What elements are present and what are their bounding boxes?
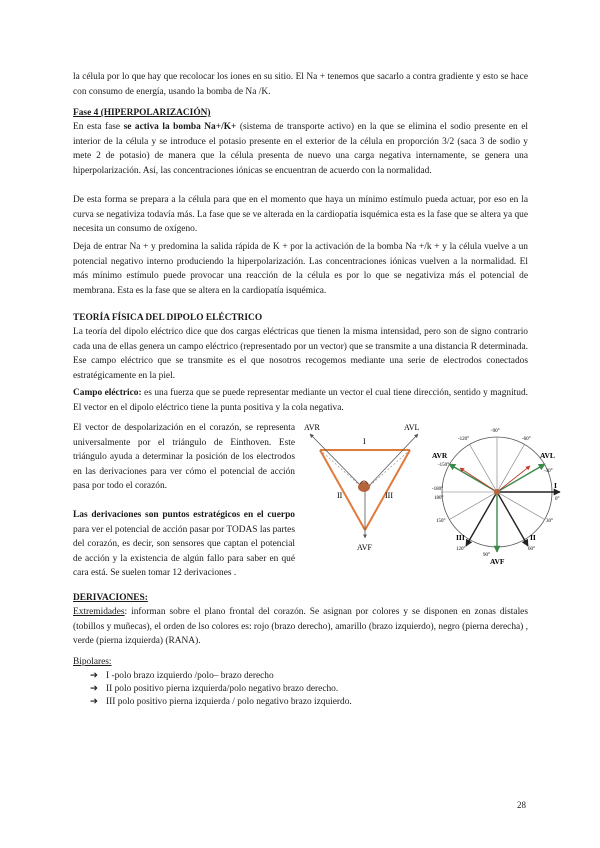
deriv-bold: Las derivaciones son puntos estratégicos en el cuerpo [73, 510, 295, 520]
page-number: 28 [517, 800, 526, 810]
vector-paragraph: El vector de despolarización en el corazón, se representa universalmente por el triángulo de Einthoven. Este triángulo ayuda a determinar la posición de los electrodos en las derivaciones para ver cómo el potencial de acción pasa por todo el corazón. [73, 423, 295, 492]
angle-label: -180° [432, 487, 444, 492]
angle-label: 0° [555, 497, 560, 502]
dipolo-heading: TEORÍA FÍSICA DEL DIPOLO ELÉCTRICO [73, 313, 263, 323]
angle-label: -60° [522, 437, 531, 442]
fase4-p1-b: (sistema de transporte activo) en la que se elimina el sodio presente en el interior de la célula y se introduce el potasio presente en el exterior de la célula en proporción 3/2 (saca 3 de sodio y mete 2 de potasio) de manera que la célula presenta de nuevo una carga negativa internamente, se genera una hiperpolarización. Así, las concentraciones iónicas se encuentran de acuerdo con la normalidad. [73, 122, 529, 176]
bipolares-label: Bipolares: [73, 657, 112, 667]
triangle-label-iii: III [385, 491, 393, 500]
einthoven-triangle-diagram [300, 420, 430, 555]
campo-text: es una fuerza que se puede representar mediante un vector el cual tiene dirección, sentido y magnitud. El vector en el dipolo eléctrico tiene la punta positiva y la cola negativa. [73, 388, 528, 413]
wheel-label-iii: III [456, 533, 465, 542]
triangle-label-i: I [363, 437, 366, 446]
list-item-text: III polo positivo pierna izquierda / polo negativo brazo izquierdo. [106, 697, 352, 707]
angle-label: 120° [456, 547, 466, 552]
angle-label: 90° [483, 553, 490, 558]
bipolares-list [90, 670, 352, 709]
extremidades-label: Extremidades [73, 607, 125, 617]
triangle-label-avr: AVR [304, 423, 320, 432]
angle-label: 150° [436, 519, 446, 524]
arrow-icon: ➔ [90, 697, 98, 707]
wheel-label-ii: II [530, 533, 536, 542]
arrow-icon: ➔ [90, 684, 98, 694]
campo-paragraph [73, 386, 528, 415]
wheel-label-avl: AVL [540, 451, 555, 460]
dipolo-paragraph: La teoría del dipolo eléctrico dice que dos cargas eléctricas que tienen la misma intensidad, pero son de signo contrario cada una de ellas genera un campo eléctrico (representado por un vector) que se transmite a una distancia R determinada. Ese campo eléctrico que se transmite es el que nosotros recogemos mediante una serie de electrodos conectados estratégicamente en la piel. [73, 327, 528, 381]
heart-icon [358, 481, 370, 492]
fase4-heading: Fase 4 (HIPERPOLARIZACIÓN) [73, 108, 211, 118]
angle-label: 60° [528, 547, 535, 552]
campo-bold: Campo eléctrico: [73, 388, 142, 398]
fase4-paragraph-3: Deja de entrar Na + y predomina la salida rápida de K + por la activación de la bomba Na +/k + y la célula vuelve a un potencial negativo interno produciendo la hiperpolarización. Las concentraciones iónicas vuelven a la normalidad. El más mínimo estímulo puede provocar una reacción de la célula es por lo que se negativiza más el potencial de membrana. Esta es la fase que se altera en la cardiopatía isquémica. [73, 242, 528, 296]
derivaciones-paragraph [73, 508, 295, 581]
list-item [90, 670, 352, 683]
angle-label: -30° [544, 469, 553, 474]
wheel-center [494, 489, 500, 495]
triangle-label-avf: AVF [357, 543, 372, 552]
triangle-label-avl: AVL [404, 423, 420, 432]
extremidades-text: : informan sobre el plano frontal del corazón. Se asignan por colores y se disponen en zonas distales (tobillos y muñecas), el orden de lso colores es: rojo (brazo derecho), amarillo (brazo izquierdo), negro (pierna derecha) , verde (pierna izquierda) (RANA). [73, 607, 528, 647]
derivaciones-heading: DERIVACIONES: [73, 593, 148, 603]
fase4-p1-bold: se activa la bomba Na+/K+ [123, 122, 237, 132]
angle-label: 180° [434, 496, 444, 501]
list-item [90, 683, 352, 696]
triangle-label-ii: II [337, 491, 343, 500]
wheel-label-i: I [554, 481, 557, 490]
arrow-icon: ➔ [90, 671, 98, 681]
hexaxial-wheel-diagram [430, 420, 565, 570]
deriv-text: para ver el potencial de acción pasar por TODAS las partes del corazón, es decir, son sensores que captan el potencial de acción y la existencia de algún fallo para saber en qué cara está. Se suelen tomar 12 derivaciones . [73, 524, 295, 579]
fase4-p1-a: En esta fase [73, 122, 121, 132]
wheel-lead-arrows [449, 464, 560, 552]
list-item [90, 696, 352, 709]
fase4-paragraph-2: De esta forma se prepara a la célula para que en el momento que haya un mínimo estímulo pueda actuar, por eso en la curva se negativiza todavía más. La fase que se ve alterada en la cardiopatía isquémica esta es la fase que se altera ya que necesita un consumo de oxígeno. [73, 195, 528, 235]
list-item-text: II polo positivo pierna izquierda/polo negativo brazo derecho. [106, 684, 339, 694]
angle-label: 30° [546, 519, 553, 524]
angle-label: -150° [438, 463, 450, 468]
wheel-label-avf: AVF [490, 557, 505, 566]
wheel-label-avr: AVR [432, 451, 448, 460]
fase4-paragraph-1 [73, 120, 528, 178]
extremidades-paragraph [73, 605, 528, 649]
angle-label: -90° [491, 429, 500, 434]
intro-paragraph: la célula por lo que hay que recolocar los iones en su sitio. El Na + tenemos que sacarlo a contra gradiente y esto se hace con consumo de energía, usando la bomba de Na /K. [73, 72, 528, 97]
list-item-text: I -polo brazo izquierdo /polo– brazo derecho [106, 671, 274, 681]
angle-label: -120° [458, 437, 470, 442]
